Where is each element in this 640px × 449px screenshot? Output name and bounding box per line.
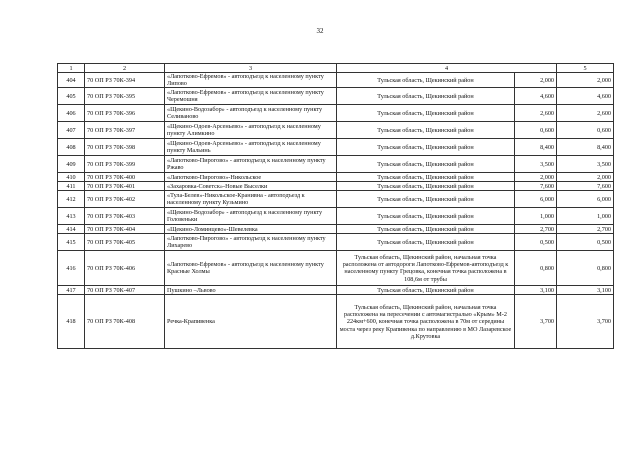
road-total: 6,000: [557, 191, 614, 208]
table-row: [58, 234, 614, 251]
row-number: 417: [58, 286, 85, 295]
road-length: 1,000: [515, 208, 557, 225]
column-header-2: 2: [85, 64, 165, 73]
road-code: 70 ОП РЗ 70К-396: [85, 105, 165, 122]
road-code: 70 ОП РЗ 70К-399: [85, 156, 165, 173]
road-name: «Лапотково-Пирогово» - автоподъезд к населенному пункту Лихарево: [165, 234, 337, 251]
table-row: [58, 295, 614, 349]
row-number: 418: [58, 295, 85, 349]
road-name: «Тула-Белев»-Никольское-Кранивна - автоподъезд к населенному пункту Кузьмино: [165, 191, 337, 208]
table-row: [58, 225, 614, 234]
table-body: [58, 64, 614, 349]
row-number: 414: [58, 225, 85, 234]
table-row: [58, 173, 614, 182]
row-number: 408: [58, 139, 85, 156]
road-length: 0,500: [515, 234, 557, 251]
column-header-5: 5: [557, 64, 614, 73]
road-location: Тульская область, Щекинский район, начальная точка расположена на пересечении с автомагистралью «Крым» М-2 224км+600, конечная точка расположена в 70м от середины моста через реку Крапивенка по направлению в МО Лазаревское д.Крутовка: [337, 295, 515, 349]
road-code: 70 ОП РЗ 70К-408: [85, 295, 165, 349]
row-number: 409: [58, 156, 85, 173]
table-row: [58, 251, 614, 286]
road-total: 0,600: [557, 122, 614, 139]
road-length: 8,400: [515, 139, 557, 156]
table-header-row: [58, 64, 614, 73]
road-location: Тульская область, Щекинский район: [337, 182, 515, 191]
road-location: Тульская область, Щекинский район: [337, 286, 515, 295]
row-number: 406: [58, 105, 85, 122]
row-number: 404: [58, 73, 85, 88]
road-total: 0,500: [557, 234, 614, 251]
road-location: Тульская область, Щекинский район: [337, 156, 515, 173]
road-location: Тульская область, Щекинский район: [337, 173, 515, 182]
road-length: 2,600: [515, 105, 557, 122]
road-code: 70 ОП РЗ 70К-403: [85, 208, 165, 225]
row-number: 411: [58, 182, 85, 191]
road-location: Тульская область, Щекинский район: [337, 122, 515, 139]
road-length: 4,600: [515, 88, 557, 105]
table-row: [58, 182, 614, 191]
road-code: 70 ОП РЗ 70К-404: [85, 225, 165, 234]
road-location: Тульская область, Щекинский район: [337, 191, 515, 208]
road-length: 2,000: [515, 73, 557, 88]
road-name: «Лапотково-Ефремов» - автоподъезд к населенному пункту Черемошня: [165, 88, 337, 105]
road-name: «Лапотково-Ефремов» - автоподъезд к населенному пункту Липово: [165, 73, 337, 88]
row-number: 415: [58, 234, 85, 251]
road-code: 70 ОП РЗ 70К-402: [85, 191, 165, 208]
row-number: 416: [58, 251, 85, 286]
table-row: [58, 208, 614, 225]
row-number: 412: [58, 191, 85, 208]
road-code: 70 ОП РЗ 70К-407: [85, 286, 165, 295]
road-code: 70 ОП РЗ 70К-394: [85, 73, 165, 88]
road-length: 3,100: [515, 286, 557, 295]
road-location: Тульская область, Щекинский район: [337, 208, 515, 225]
road-name: Пушкино –Львово: [165, 286, 337, 295]
road-location: Тульская область, Щекинский район: [337, 234, 515, 251]
road-total: 2,700: [557, 225, 614, 234]
column-header-1: 1: [58, 64, 85, 73]
table-row: [58, 73, 614, 88]
road-total: 3,500: [557, 156, 614, 173]
road-total: 0,800: [557, 251, 614, 286]
table-row: [58, 156, 614, 173]
table-row: [58, 88, 614, 105]
table-row: [58, 139, 614, 156]
road-length: 0,800: [515, 251, 557, 286]
road-code: 70 ОП РЗ 70К-397: [85, 122, 165, 139]
road-name: Речка-Крапивенка: [165, 295, 337, 349]
road-name: «Лапотково-Ефремов» - автоподъезд к населенному пункту Красные Холмы: [165, 251, 337, 286]
table-row: [58, 286, 614, 295]
road-total: 2,600: [557, 105, 614, 122]
road-length: 2,700: [515, 225, 557, 234]
table-row: [58, 122, 614, 139]
table-row: [58, 105, 614, 122]
road-location: Тульская область, Щекинский район, начальная точка расположена от автодороги Лапотково-Ефремов-автоподъезд к населенному пункту Грецовка, конечная точка расположена в 108,6м от трубы: [337, 251, 515, 286]
road-total: 2,000: [557, 173, 614, 182]
road-length: 3,500: [515, 156, 557, 173]
road-length: 6,000: [515, 191, 557, 208]
road-name: «Захаровка-Советск»-Новые Выселки: [165, 182, 337, 191]
road-code: 70 ОП РЗ 70К-400: [85, 173, 165, 182]
road-code: 70 ОП РЗ 70К-395: [85, 88, 165, 105]
road-location: Тульская область, Щекинский район: [337, 139, 515, 156]
road-total: 7,600: [557, 182, 614, 191]
row-number: 413: [58, 208, 85, 225]
road-code: 70 ОП РЗ 70К-405: [85, 234, 165, 251]
road-location: Тульская область, Щекинский район: [337, 105, 515, 122]
road-location: Тульская область, Щекинский район: [337, 73, 515, 88]
road-length: 0,600: [515, 122, 557, 139]
road-name: «Щекино-Одоев-Арсеньево» - автоподъезд к населенному пункту Алимкино: [165, 122, 337, 139]
road-name: «Лапотково-Пирогово» - автоподъезд к населенному пункту Ржаво: [165, 156, 337, 173]
road-total: 4,600: [557, 88, 614, 105]
road-code: 70 ОП РЗ 70К-401: [85, 182, 165, 191]
road-total: 3,100: [557, 286, 614, 295]
row-number: 405: [58, 88, 85, 105]
road-name: «Щекино-Ломинцево»-Шевелевка: [165, 225, 337, 234]
road-code: 70 ОП РЗ 70К-398: [85, 139, 165, 156]
road-name: «Лапотково-Пирогово»-Никольское: [165, 173, 337, 182]
road-total: 8,400: [557, 139, 614, 156]
column-header-4: 4: [337, 64, 557, 73]
road-location: Тульская область, Щекинский район: [337, 88, 515, 105]
road-total: 1,000: [557, 208, 614, 225]
row-number: 407: [58, 122, 85, 139]
row-number: 410: [58, 173, 85, 182]
road-length: 2,000: [515, 173, 557, 182]
road-name: «Щекино-Одоев-Арсеньево» - автоподъезд к населенному пункту Мальинь: [165, 139, 337, 156]
road-code: 70 ОП РЗ 70К-406: [85, 251, 165, 286]
table-row: [58, 191, 614, 208]
road-total: 3,700: [557, 295, 614, 349]
page-number: 32: [316, 27, 324, 35]
road-location: Тульская область, Щекинский район: [337, 225, 515, 234]
road-name: «Щекино-Водозабор» - автоподъезд к населенному пункту Селиваново: [165, 105, 337, 122]
road-register-table: [57, 63, 614, 349]
road-length: 3,700: [515, 295, 557, 349]
column-header-3: 3: [165, 64, 337, 73]
road-length: 7,600: [515, 182, 557, 191]
road-name: «Щекино-Водозабор» - автоподъезд к населенному пункту Головеньки: [165, 208, 337, 225]
road-total: 2,000: [557, 73, 614, 88]
